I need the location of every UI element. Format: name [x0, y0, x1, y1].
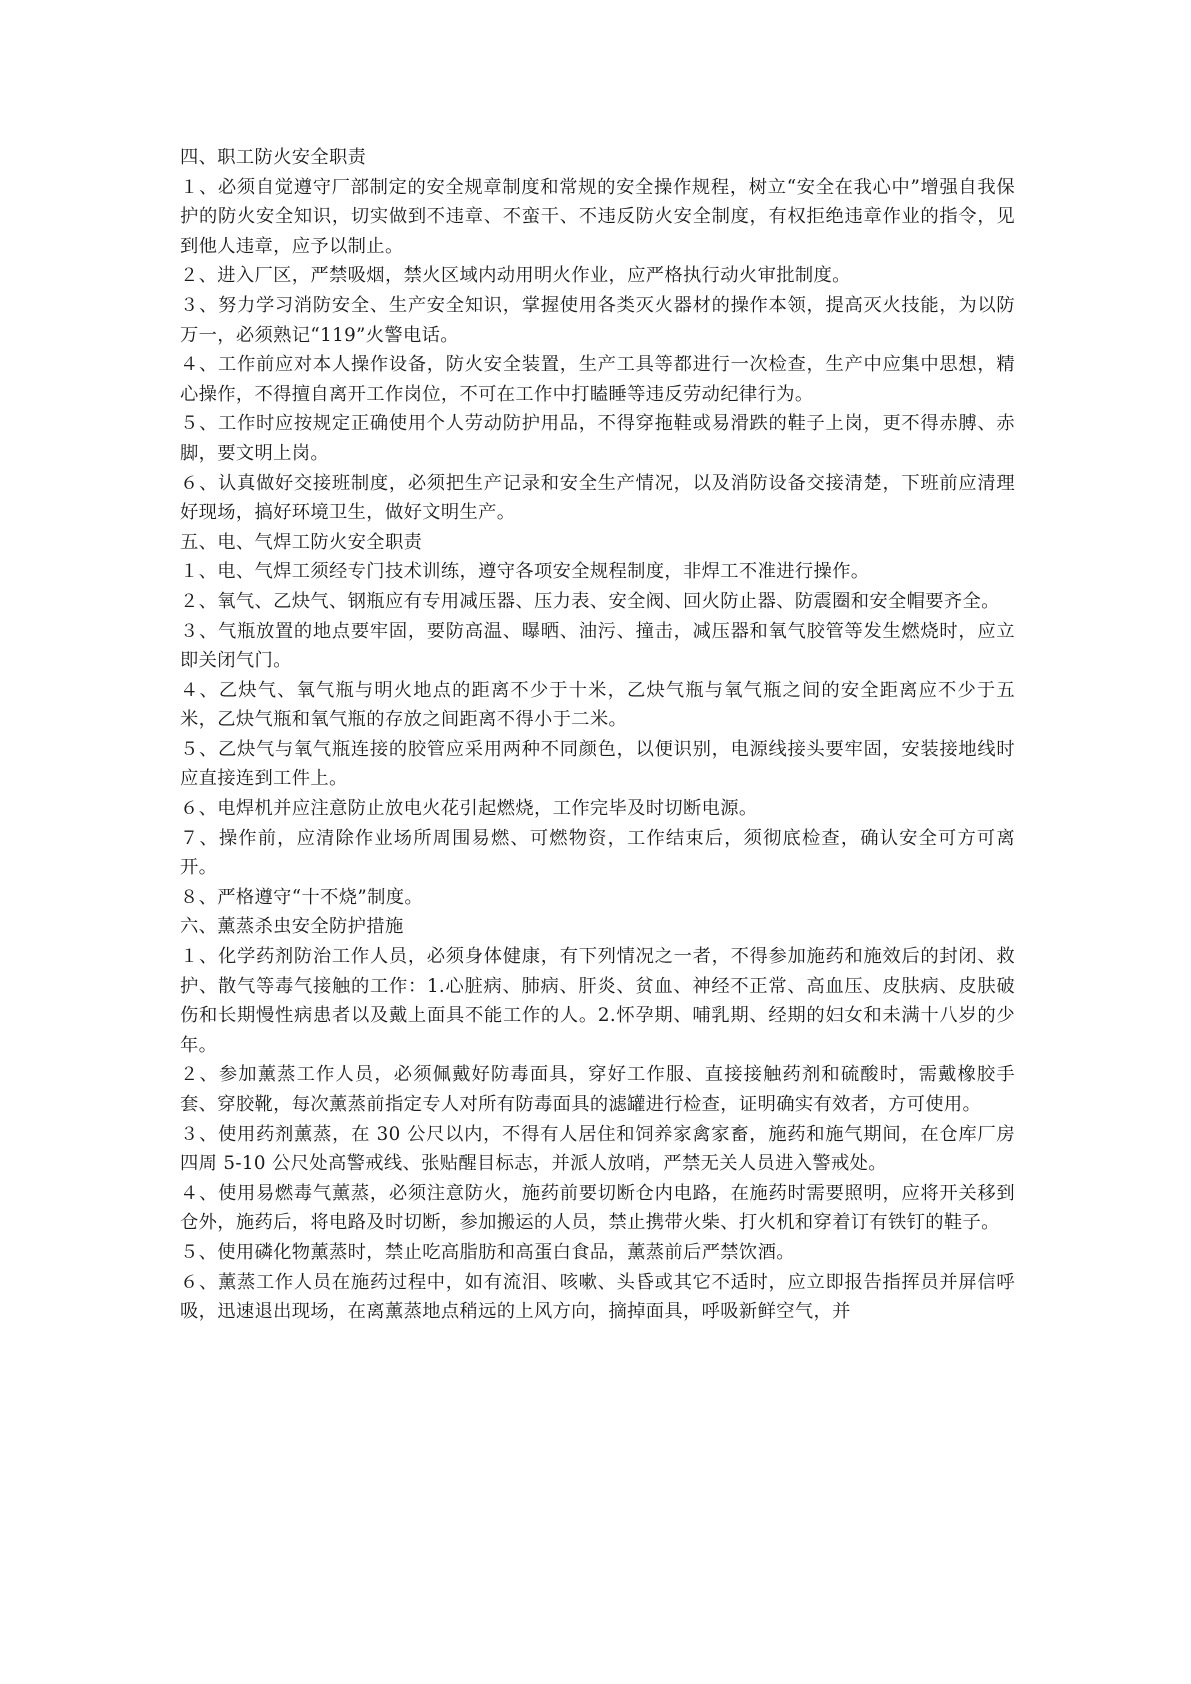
- paragraph-6-6: ６、薰蒸工作人员在施药过程中，如有流泪、咳嗽、头昏或其它不适时，应立即报告指挥员并屏信呼吸，迅速退出现场，在离薰蒸地点稍远的上风方向，摘掉面具，呼吸新鲜空气，并: [180, 1271, 1015, 1323]
- paragraph-5-2: ２、氧气、乙炔气、钢瓶应有专用减压器、压力表、安全阀、回火防止器、防震圈和安全帽要齐全。: [180, 590, 1000, 612]
- paragraph-4-5: ５、工作时应按规定正确使用个人劳动防护用品，不得穿拖鞋或易滑跌的鞋子上岗，更不得赤膊、赤脚，要文明上岗。: [180, 413, 1015, 464]
- paragraph-4-4: ４、工作前应对本人操作设备，防火安全装置，生产工具等都进行一次检查，生产中应集中思想，精心操作，不得擅自离开工作岗位，不可在工作中打瞌睡等违反劳动纪律行为。: [180, 354, 1015, 405]
- section-heading-6: 六、薰蒸杀虫安全防护措施: [180, 916, 404, 938]
- document-body: [180, 143, 1015, 1327]
- paragraph-5-5: ５、乙炔气与氧气瓶连接的胶管应采用两种不同颜色，以便识别，电源线接头要牢固，安装接地线时应直接连到工件上。: [180, 738, 1015, 790]
- paragraph-6-3: ３、使用药剂薰蒸，在 30 公尺以内，不得有人居住和饲养家禽家畜，施药和施气期间，在仓库厂房四周 5-10 公尺处高警戒线、张贴醒目标志，并派人放哨，严禁无关人员进入警戒处。: [180, 1123, 1015, 1175]
- paragraph-5-6: ６、电焊机并应注意防止放电火花引起燃烧，工作完毕及时切断电源。: [180, 798, 758, 820]
- paragraph-5-8: ８、严格遵守“十不烧”制度。: [180, 886, 423, 908]
- paragraph-4-3: ３、努力学习消防安全、生产安全知识，掌握使用各类灭火器材的操作本领，提高灭火技能，为以防万一，必须熟记“119”火警电话。: [180, 294, 1015, 346]
- paragraph-4-1: １、必须自觉遵守厂部制定的安全规章制度和常规的安全操作规程，树立“安全在我心中”增强自我保护的防火安全知识，切实做到不违章、不蛮干、不违反防火安全制度，有权拒绝违章作业的指令，见到他人违章，应予以制止。: [180, 176, 1015, 257]
- paragraph-5-1: １、电、气焊工须经专门技术训练，遵守各项安全规程制度，非焊工不准进行操作。: [180, 561, 870, 583]
- section-heading-4: 四、职工防火安全职责: [180, 147, 367, 168]
- paragraph-5-3: ３、气瓶放置的地点要牢固，要防高温、曝晒、油污、撞击，减压器和氧气胶管等发生燃烧时，应立即关闭气门。: [180, 620, 1015, 672]
- paragraph-6-2: ２、参加薰蒸工作人员，必须佩戴好防毒面具，穿好工作服、直接接触药剂和硫酸时，需戴橡胶手套、穿胶靴，每次薰蒸前指定专人对所有防毒面具的滤罐进行检查，证明确实有效者，方可使用。: [180, 1064, 1015, 1115]
- paragraph-5-7: ７、操作前，应清除作业场所周围易燃、可燃物资，工作结束后，须彻底检查，确认安全可方可离开。: [180, 827, 1015, 879]
- section-heading-5: 五、电、气焊工防火安全职责: [180, 531, 423, 553]
- paragraph-5-4: ４、乙炔气、氧气瓶与明火地点的距离不少于十米，乙炔气瓶与氧气瓶之间的安全距离应不少于五米，乙炔气瓶和氧气瓶的存放之间距离不得小于二米。: [180, 679, 1015, 731]
- paragraph-4-2: ２、进入厂区，严禁吸烟，禁火区域内动用明火作业，应严格执行动火审批制度。: [180, 265, 851, 287]
- paragraph-6-4: ４、使用易燃毒气薰蒸，必须注意防火，施药前要切断仓内电路，在施药时需要照明，应将开关移到仓外，施药后，将电路及时切断，参加搬运的人员，禁止携带火柴、打火机和穿着订有铁钉的鞋子。: [180, 1182, 1015, 1234]
- paragraph-6-1: １、化学药剂防治工作人员，必须身体健康，有下列情况之一者，不得参加施药和施效后的封闭、救护、散气等毒气接触的工作：1.心脏病、肺病、肝炎、贫血、神经不正常、高血压、皮肤病、皮肤破伤和长期慢性病患者以及戴上面具不能工作的人。2.怀孕期、哺乳期、经期的妇女和未满十八岁的少年。: [180, 946, 1015, 1056]
- paragraph-4-6: ６、认真做好交接班制度，必须把生产记录和安全生产情况，以及消防设备交接清楚，下班前应清理好现场，搞好环境卫生，做好文明生产。: [180, 472, 1015, 524]
- paragraph-6-5: ５、使用磷化物薰蒸时，禁止吃高脂肪和高蛋白食品，薰蒸前后严禁饮酒。: [180, 1241, 795, 1263]
